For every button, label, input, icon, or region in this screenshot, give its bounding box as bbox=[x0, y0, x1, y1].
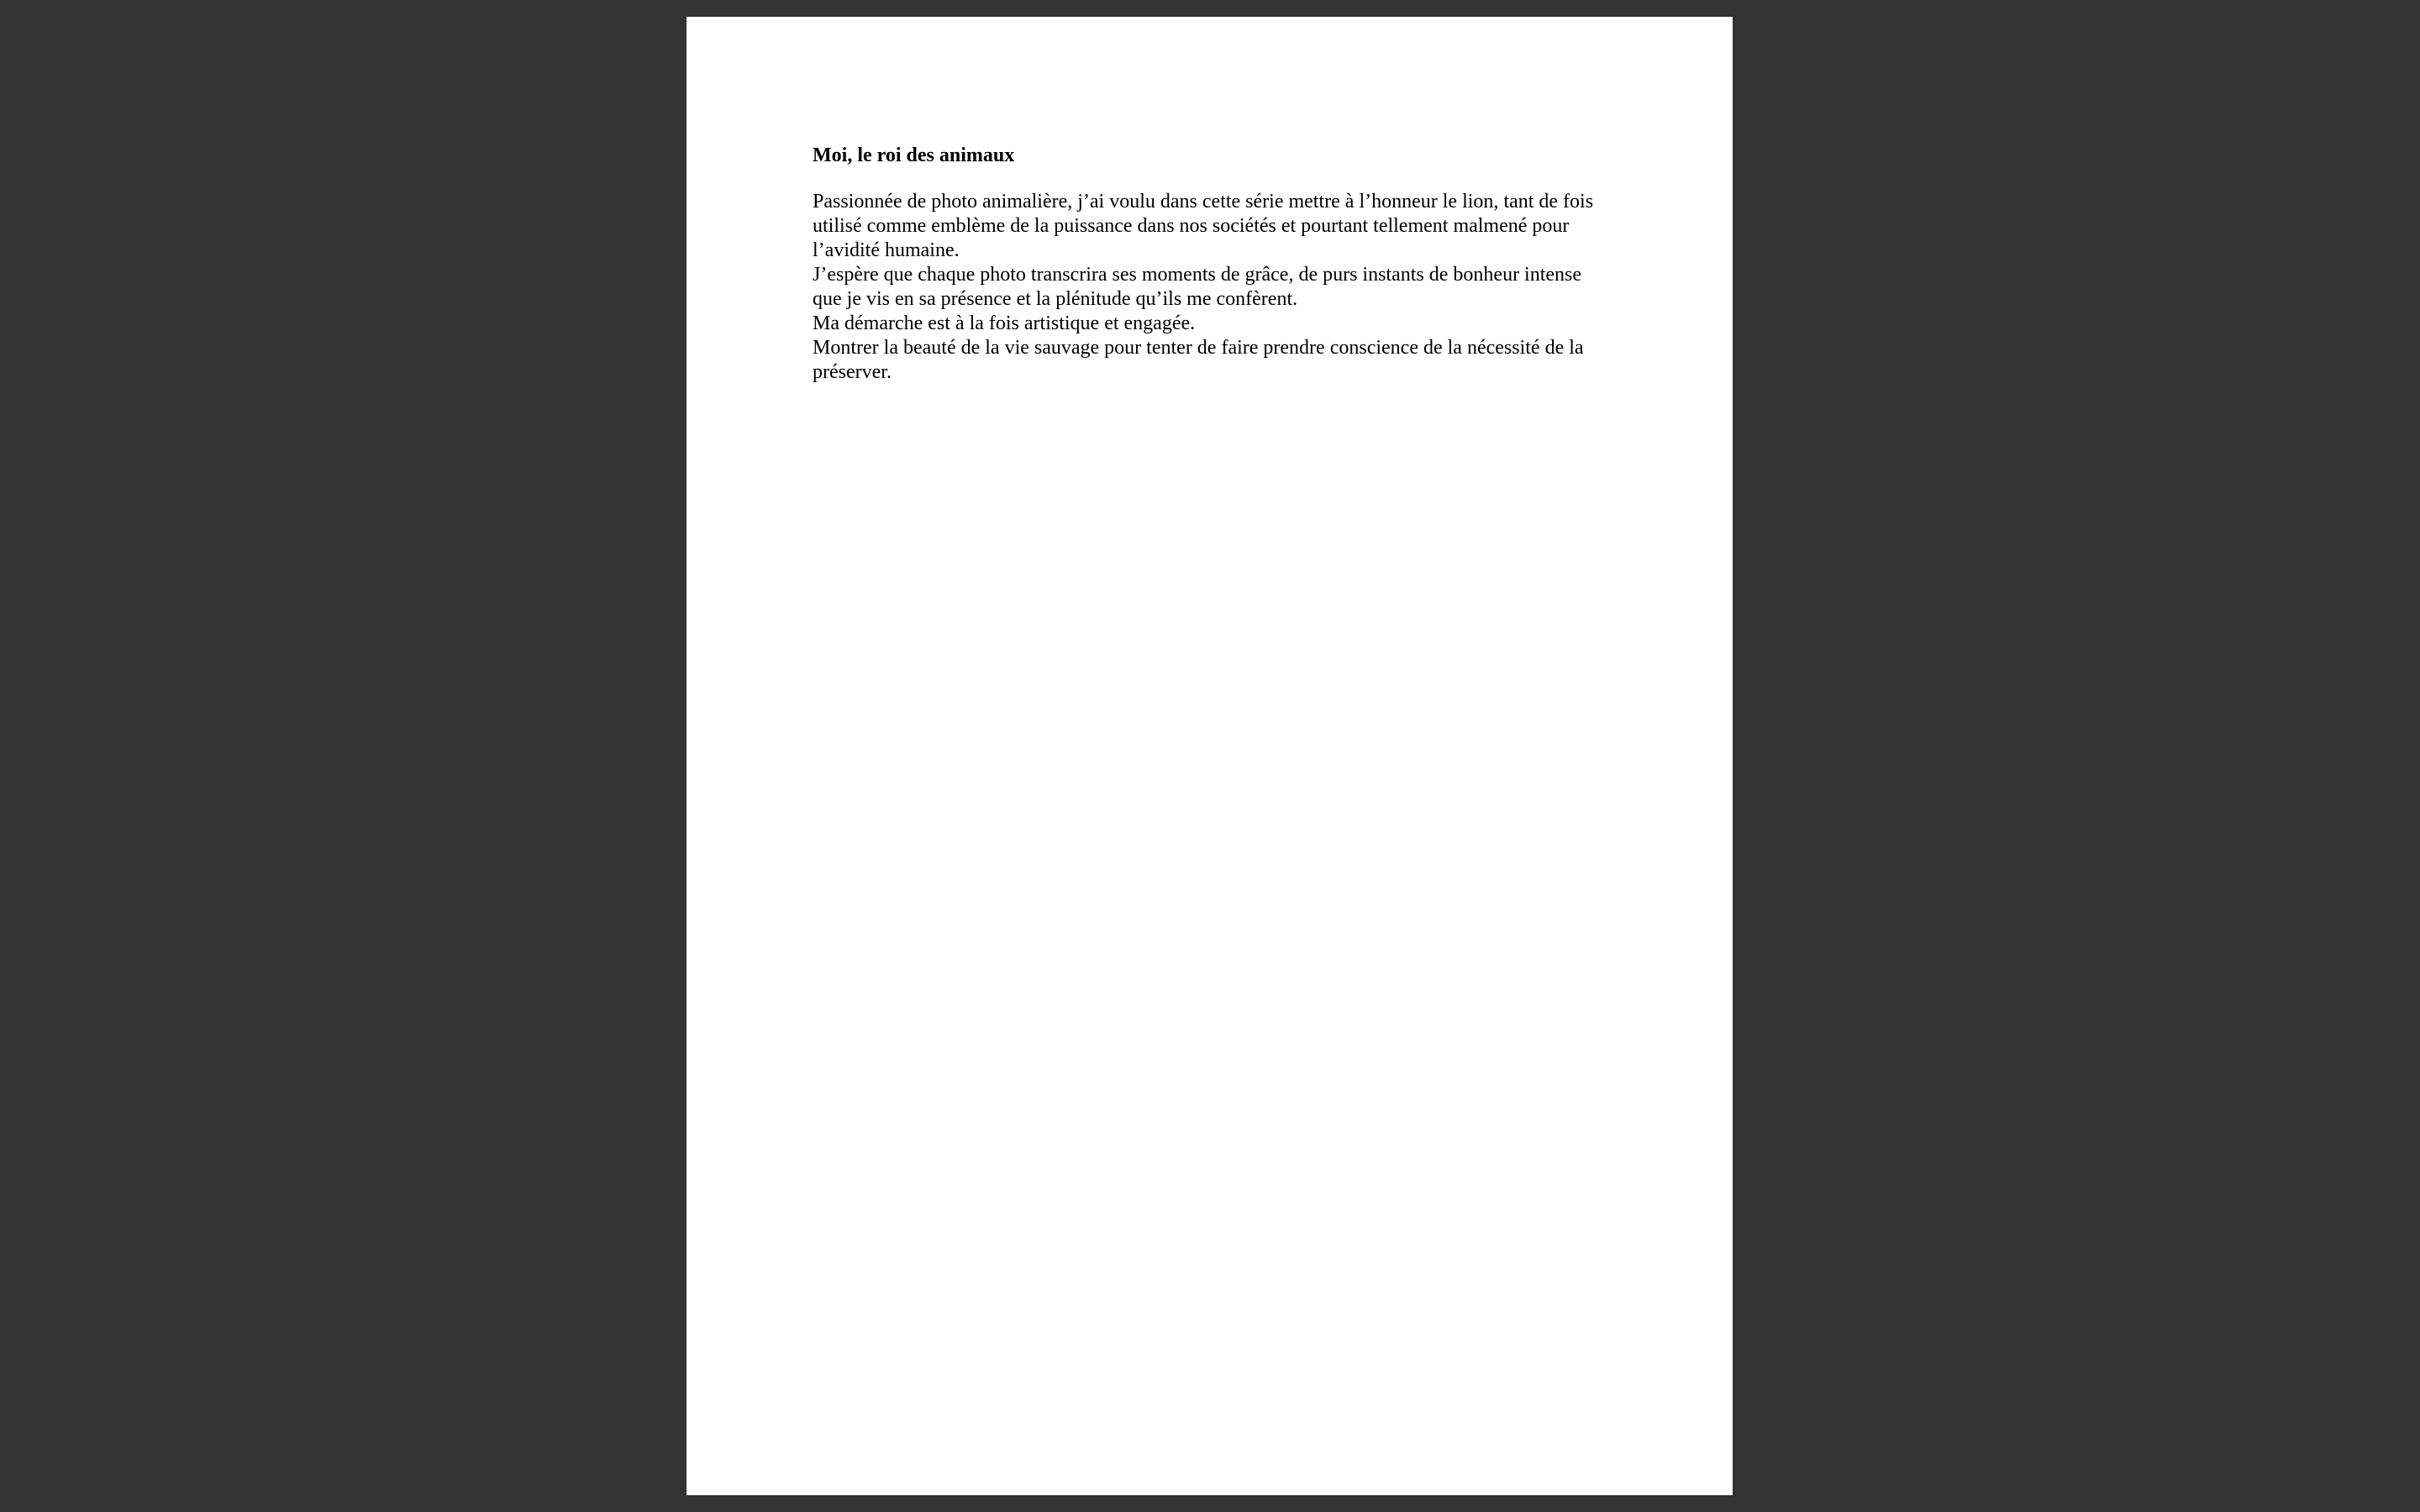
paragraph-intro: Passionnée de photo animalière, j’ai voulu dans cette série mettre à l’honneur le lion, tant de fois utilisé comme emblème de la puissance dans nos sociétés et pourtant tellement malmené pour l’avidité humaine. bbox=[813, 191, 1594, 261]
document-body bbox=[813, 190, 1611, 385]
paragraph-approach: Ma démarche est à la fois artistique et engagée. bbox=[813, 312, 1196, 334]
page-content bbox=[813, 143, 1611, 385]
paragraph-hope: J’espère que chaque photo transcrira ses moments de grâce, de purs instants de bonheur intense que je vis en sa présence et la plénitude qu’ils me confèrent. bbox=[813, 264, 1582, 310]
document-title: Moi, le roi des animaux bbox=[813, 144, 1015, 166]
paragraph-goal: Montrer la beauté de la vie sauvage pour tenter de faire prendre conscience de la nécessité de la préserver. bbox=[813, 337, 1584, 383]
document-page bbox=[687, 17, 1733, 1495]
